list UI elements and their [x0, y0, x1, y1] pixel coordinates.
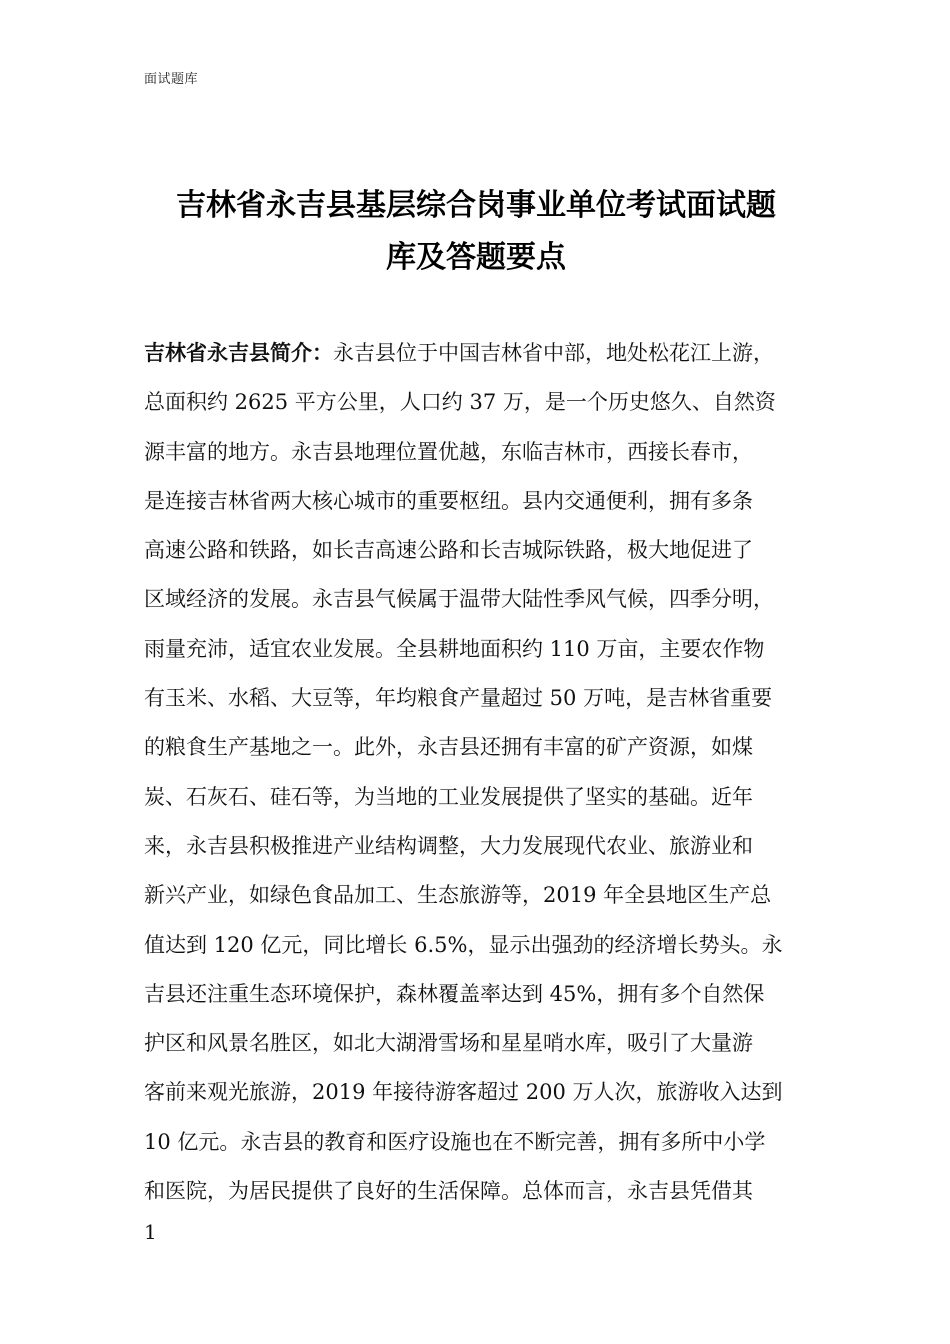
- paragraph-line: 是连接吉林省两大核心城市的重要枢纽。县内交通便利，拥有多条: [144, 488, 753, 513]
- paragraph-line: 总面积约 2625 平方公里，人口约 37 万，是一个历史悠久、自然资: [144, 390, 776, 415]
- title-line: 库及答题要点: [386, 240, 566, 275]
- paragraph-line: 有玉米、水稻、大豆等，年均粮食产量超过 50 万吨，是吉林省重要: [144, 686, 773, 711]
- body-paragraph: [144, 329, 830, 1216]
- running-header: 面试题库: [144, 72, 199, 87]
- paragraph-line: 雨量充沛，适宜农业发展。全县耕地面积约 110 万亩，主要农作物: [144, 636, 765, 661]
- paragraph-line: [144, 329, 830, 378]
- intro-lead: 吉林省永吉县简介：: [144, 341, 333, 365]
- paragraph-line: 高速公路和铁路，如长吉高速公路和长吉城际铁路，极大地促进了: [144, 538, 753, 563]
- paragraph-line: 和医院，为居民提供了良好的生活保障。总体而言，永吉县凭借其: [144, 1179, 753, 1204]
- title-line: 吉林省永吉县基层综合岗事业单位考试面试题: [176, 188, 776, 223]
- paragraph-line: 值达到 120 亿元，同比增长 6.5%，显示出强劲的经济增长势头。永: [144, 932, 783, 957]
- paragraph-line: 的粮食生产基地之一。此外，永吉县还拥有丰富的矿产资源，如煤: [144, 735, 753, 760]
- paragraph-line: 炭、石灰石、硅石等，为当地的工业发展提供了坚实的基础。近年: [144, 784, 753, 809]
- paragraph-line: 客前来观光旅游，2019 年接待游客超过 200 万人次，旅游收入达到: [144, 1080, 783, 1105]
- paragraph-line: 10 亿元。永吉县的教育和医疗设施也在不断完善，拥有多所中小学: [144, 1129, 766, 1154]
- page-number: 1: [144, 1220, 157, 1244]
- document-title: [120, 180, 832, 284]
- paragraph-line: 新兴产业，如绿色食品加工、生态旅游等，2019 年全县地区生产总: [144, 883, 772, 908]
- paragraph-line: 区域经济的发展。永吉县气候属于温带大陆性季风气候，四季分明，: [144, 587, 774, 612]
- paragraph-line-text: 永吉县位于中国吉林省中部，地处松花江上游，: [333, 341, 774, 365]
- paragraph-line: 护区和风景名胜区，如北大湖滑雪场和星星哨水库，吸引了大量游: [144, 1031, 753, 1056]
- paragraph-line: 源丰富的地方。永吉县地理位置优越，东临吉林市，西接长春市，: [144, 439, 753, 464]
- paragraph-line: 来，永吉县积极推进产业结构调整，大力发展现代农业、旅游业和: [144, 833, 753, 858]
- paragraph-line: 吉县还注重生态环境保护，森林覆盖率达到 45%，拥有多个自然保: [144, 981, 765, 1006]
